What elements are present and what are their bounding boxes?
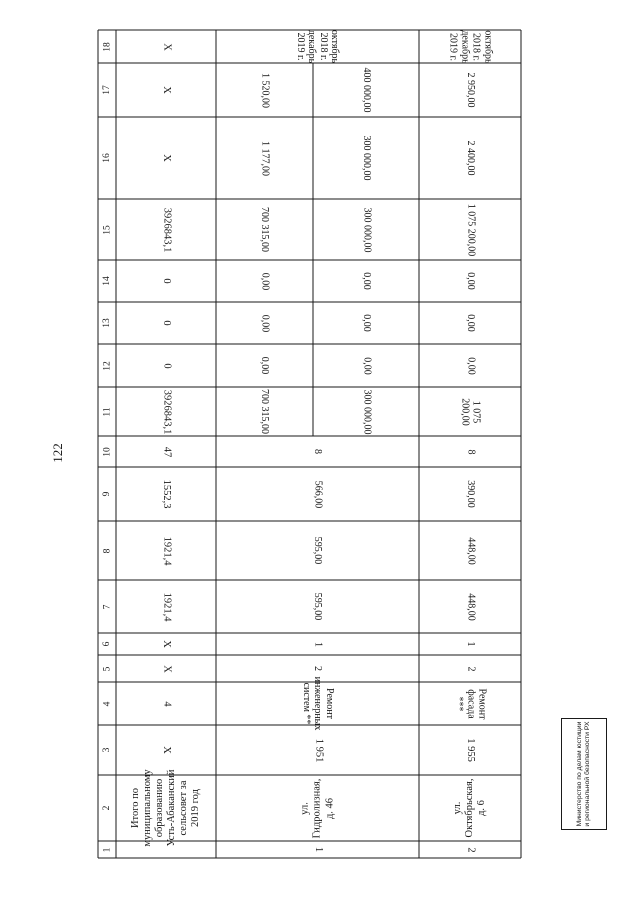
total-row-col-17: X <box>161 86 173 94</box>
column-number-9: 9 <box>101 491 112 497</box>
row-1-address: ул. Гидролизная, д. 46 <box>299 778 335 838</box>
row-1-col-13-a: 0,00 <box>259 314 271 332</box>
row-1-col-14-a: 0,00 <box>259 272 271 290</box>
row-1-col-7: 595,00 <box>312 592 324 621</box>
row-2-col-16: 2 400,00 <box>464 140 476 176</box>
row-2-address: ул. Октябрьская, д. 6 <box>451 778 488 838</box>
row-1-col-13-b: 0,00 <box>360 314 372 332</box>
page-number: 122 <box>50 443 65 463</box>
row-2-number: 2 <box>465 846 477 853</box>
column-number-10: 10 <box>101 446 112 457</box>
row-2-col-6: 1 <box>464 641 476 647</box>
row-2-col-7: 448,00 <box>464 592 476 621</box>
row-1-work-type: Ремонт инженерных систем ** <box>300 676 335 731</box>
column-number-13: 13 <box>101 318 112 328</box>
column-number-3: 3 <box>101 747 112 753</box>
total-row-col-4: 4 <box>161 700 173 707</box>
row-1-col-15-a: 700 315,00 <box>259 207 271 252</box>
column-number-11: 11 <box>101 406 112 417</box>
row-1-number: 1 <box>312 846 324 853</box>
row-1-col-15-b: 300 000,00 <box>360 207 372 252</box>
row-1-col-6: 1 <box>312 641 324 647</box>
column-number-7: 7 <box>101 604 112 609</box>
row-1-col-18: октябрь 2018 г. декабрь 2019 г. <box>295 29 341 64</box>
row-1-col-12-a: 0,00 <box>259 356 271 375</box>
column-number-17: 17 <box>101 85 112 95</box>
total-row-label: Итого по муниципальному образованию Усть-Абаканский сельсовет за 2019 год <box>129 769 202 847</box>
column-number-8: 8 <box>101 548 112 553</box>
total-row-col-8: 1921,4 <box>161 536 173 565</box>
stamp-text: Министерство по делам юстиции и региональной безопасности РХ <box>575 721 591 827</box>
column-number-1: 1 <box>101 847 112 852</box>
row-1-year: 1 951 <box>312 738 324 762</box>
row-2-year: 1 955 <box>465 738 477 762</box>
row-2-col-9: 390,00 <box>464 480 476 508</box>
row-2-work-type: Ремонт фасада *** <box>453 688 488 719</box>
row-1-col-14-b: 0,00 <box>360 272 372 290</box>
total-row-col-16: X <box>161 154 173 162</box>
row-1-col-10: 8 <box>312 449 324 454</box>
total-row-col-14: 0 <box>161 278 173 284</box>
row-2-col-10: 8 <box>464 449 476 454</box>
row-1-col-5: 2 <box>312 666 324 671</box>
total-row-col-13: 0 <box>161 320 173 326</box>
total-row-col-15: 3926843,1 <box>161 207 173 252</box>
column-number-14: 14 <box>101 276 112 286</box>
row-1-col-9: 566,00 <box>312 480 324 508</box>
row-2-col-12: 0,00 <box>464 356 476 375</box>
row-2-col-8: 448,00 <box>464 536 476 565</box>
column-number-16: 16 <box>101 153 112 163</box>
row-2-col-14: 0,00 <box>464 272 476 290</box>
row-1-col-16-a: 1 177,00 <box>259 140 271 176</box>
row-1-col-16-b: 300 000,00 <box>360 135 372 181</box>
total-row-col-7: 1921,4 <box>161 592 173 621</box>
total-row-col-11: 3926843,1 <box>161 389 173 434</box>
column-number-6: 6 <box>101 641 112 647</box>
total-row-col-18: X <box>161 42 173 51</box>
total-row-col-12: 0 <box>161 362 173 369</box>
row-2-col-11: 1 075 200,00 <box>459 397 482 426</box>
row-1-col-11-a: 700 315,00 <box>259 389 271 434</box>
row-2-col-5: 2 <box>464 666 476 671</box>
row-1-col-12-b: 0,00 <box>360 356 372 375</box>
capital-repair-table <box>98 30 521 858</box>
row-1-col-11-b: 300 000,00 <box>360 389 372 434</box>
row-2-col-18: октябрь 2018 г. декабрь 2019 г. <box>447 29 493 64</box>
row-1-col-17-a: 1 520,00 <box>259 72 271 108</box>
row-2-col-15: 1 075 200,00 <box>464 203 476 256</box>
total-row-col-3: X <box>161 746 173 754</box>
row-1-col-8: 595,00 <box>312 536 324 565</box>
total-row-col-9: 1552,3 <box>161 479 173 509</box>
column-number-5: 5 <box>101 666 112 671</box>
total-row-col-5: X <box>161 664 173 673</box>
column-number-4: 4 <box>101 701 112 706</box>
column-number-15: 15 <box>101 224 112 235</box>
row-2-col-17: 2 950,00 <box>464 72 476 108</box>
column-number-12: 12 <box>101 360 112 371</box>
row-2-col-13: 0,00 <box>464 314 476 332</box>
row-1-col-17-b: 400 000,00 <box>360 67 372 113</box>
column-number-18: 18 <box>101 41 112 52</box>
total-row-col-10: 47 <box>161 446 173 457</box>
column-number-2: 2 <box>101 805 112 811</box>
total-row-col-6: X <box>161 640 173 648</box>
registration-stamp <box>561 718 607 830</box>
